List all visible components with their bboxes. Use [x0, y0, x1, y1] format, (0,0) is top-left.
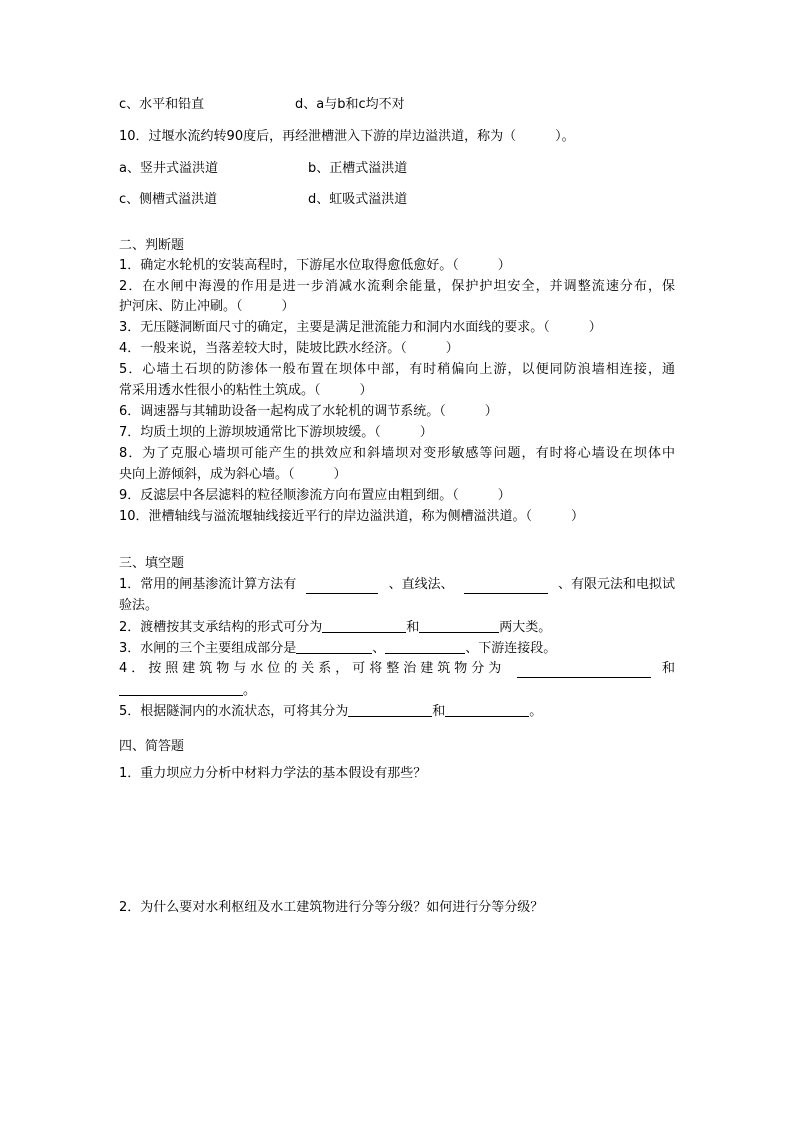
fill-q4-text: 和: [661, 661, 675, 676]
judge-item: 1．确定水轮机的安装高程时，下游尾水位取得愈低愈好。（ ）: [119, 258, 511, 273]
judge-item: 4．一般来说，当落差较大时，陡坡比跌水经济。（ ）: [119, 341, 459, 356]
answer-blank[interactable]: [296, 639, 372, 654]
answer-blank[interactable]: [517, 663, 651, 678]
judge-item: 8．为了克服心墙坝可能产生的拱效应和斜墙坝对变形敏感等问题，有时将心墙设在坝体中: [119, 446, 675, 461]
answer-blank[interactable]: [419, 618, 499, 633]
fill-q4-text: 4．按照建筑物与水位的关系，可将整治建筑物分为: [119, 661, 506, 676]
answer-blank[interactable]: [385, 639, 465, 654]
judge-item: 护河床、防止冲刷。（ ）: [119, 299, 295, 314]
judge-item: 9．反滤层中各层滤料的粒径顺渗流方向布置应由粗到细。（ ）: [119, 488, 511, 503]
fill-q5-text: 5．根据隧洞内的水流状态，可将其分为: [119, 704, 349, 719]
q10-option-b: b、正槽式溢洪道: [308, 161, 408, 176]
judge-item: 2．在水闸中海漫的作用是进一步消减水流剩余能量，保护护坦安全，并调整流速分布，保: [119, 279, 675, 294]
answer-blank[interactable]: [306, 579, 378, 594]
q9-option-d: d、a与b和c均不对: [295, 97, 405, 112]
answer-blank[interactable]: [119, 681, 243, 696]
fill-q5-text: 。: [529, 704, 543, 719]
fill-q4-text: 。: [243, 683, 257, 698]
fill-q5-text: 和: [432, 704, 446, 719]
judge-heading: 二、判断题: [119, 238, 185, 253]
judge-item: 6．调速器与其辅助设备一起构成了水轮机的调节系统。（ ）: [119, 404, 498, 419]
fill-q2-text: 和: [406, 620, 420, 635]
answer-blank[interactable]: [464, 579, 548, 594]
answer-blank[interactable]: [322, 618, 406, 633]
fill-q1-text: 、有限元法和电拟试: [557, 577, 675, 592]
q10-question: 10．过堰水流约转90度后，再经泄槽泄入下游的岸边溢洪道，称为（ ）。: [119, 129, 575, 144]
q10-option-d: d、虹吸式溢洪道: [308, 192, 408, 207]
fill-q3-text: 、下游连接段。: [465, 641, 557, 656]
short-heading: 四、简答题: [119, 739, 185, 754]
fill-q1: [119, 576, 675, 594]
fill-q1-text: 1．常用的闸基渗流计算方法有: [119, 577, 297, 592]
fill-q2-text: 2．渡槽按其支承结构的形式可分为: [119, 620, 323, 635]
fill-q5: [119, 702, 542, 721]
judge-item: 5．心墙土石坝的防渗体一般布置在坝体中部，有时稍偏向上游，以便同防浪墙相连接，通: [119, 362, 675, 377]
fill-q2: [119, 618, 551, 637]
fill-q4: [119, 660, 675, 678]
fill-q4-cont: [119, 681, 256, 700]
fill-q3-text: 、: [372, 641, 386, 656]
judge-item: 央向上游倾斜，成为斜心墙。（ ）: [119, 467, 347, 482]
fill-q3-text: 3．水闸的三个主要组成部分是: [119, 641, 297, 656]
short-q1: 1．重力坝应力分析中材料力学法的基本假设有那些？: [119, 766, 427, 781]
judge-item: 3．无压隧洞断面尺寸的确定，主要是满足泄流能力和洞内水面线的要求。（ ）: [119, 320, 602, 335]
judge-item: 常采用透水性很小的粘性土筑成。（ ）: [119, 383, 373, 398]
judge-item: 7．均质土坝的上游坝坡通常比下游坝坡缓。（ ）: [119, 425, 433, 440]
fill-q1-cont: 验法。: [119, 598, 159, 613]
answer-blank[interactable]: [348, 702, 432, 717]
fill-q1-text: 、直线法、: [388, 577, 454, 592]
judge-item: 10．泄槽轴线与溢流堰轴线接近平行的岸边溢洪道，称为侧槽溢洪道。（ ）: [119, 509, 585, 524]
short-q2: 2．为什么要对水利枢纽及水工建筑物进行分等分级？如何进行分等分级？: [119, 900, 544, 915]
q10-option-a: a、竖井式溢洪道: [119, 161, 218, 176]
q10-option-c: c、侧槽式溢洪道: [119, 192, 218, 207]
fill-q3: [119, 639, 556, 658]
q9-option-c: c、水平和铅直: [119, 97, 205, 112]
fill-heading: 三、填空题: [119, 556, 185, 571]
answer-blank[interactable]: [445, 702, 529, 717]
fill-q2-text: 两大类。: [499, 620, 552, 635]
